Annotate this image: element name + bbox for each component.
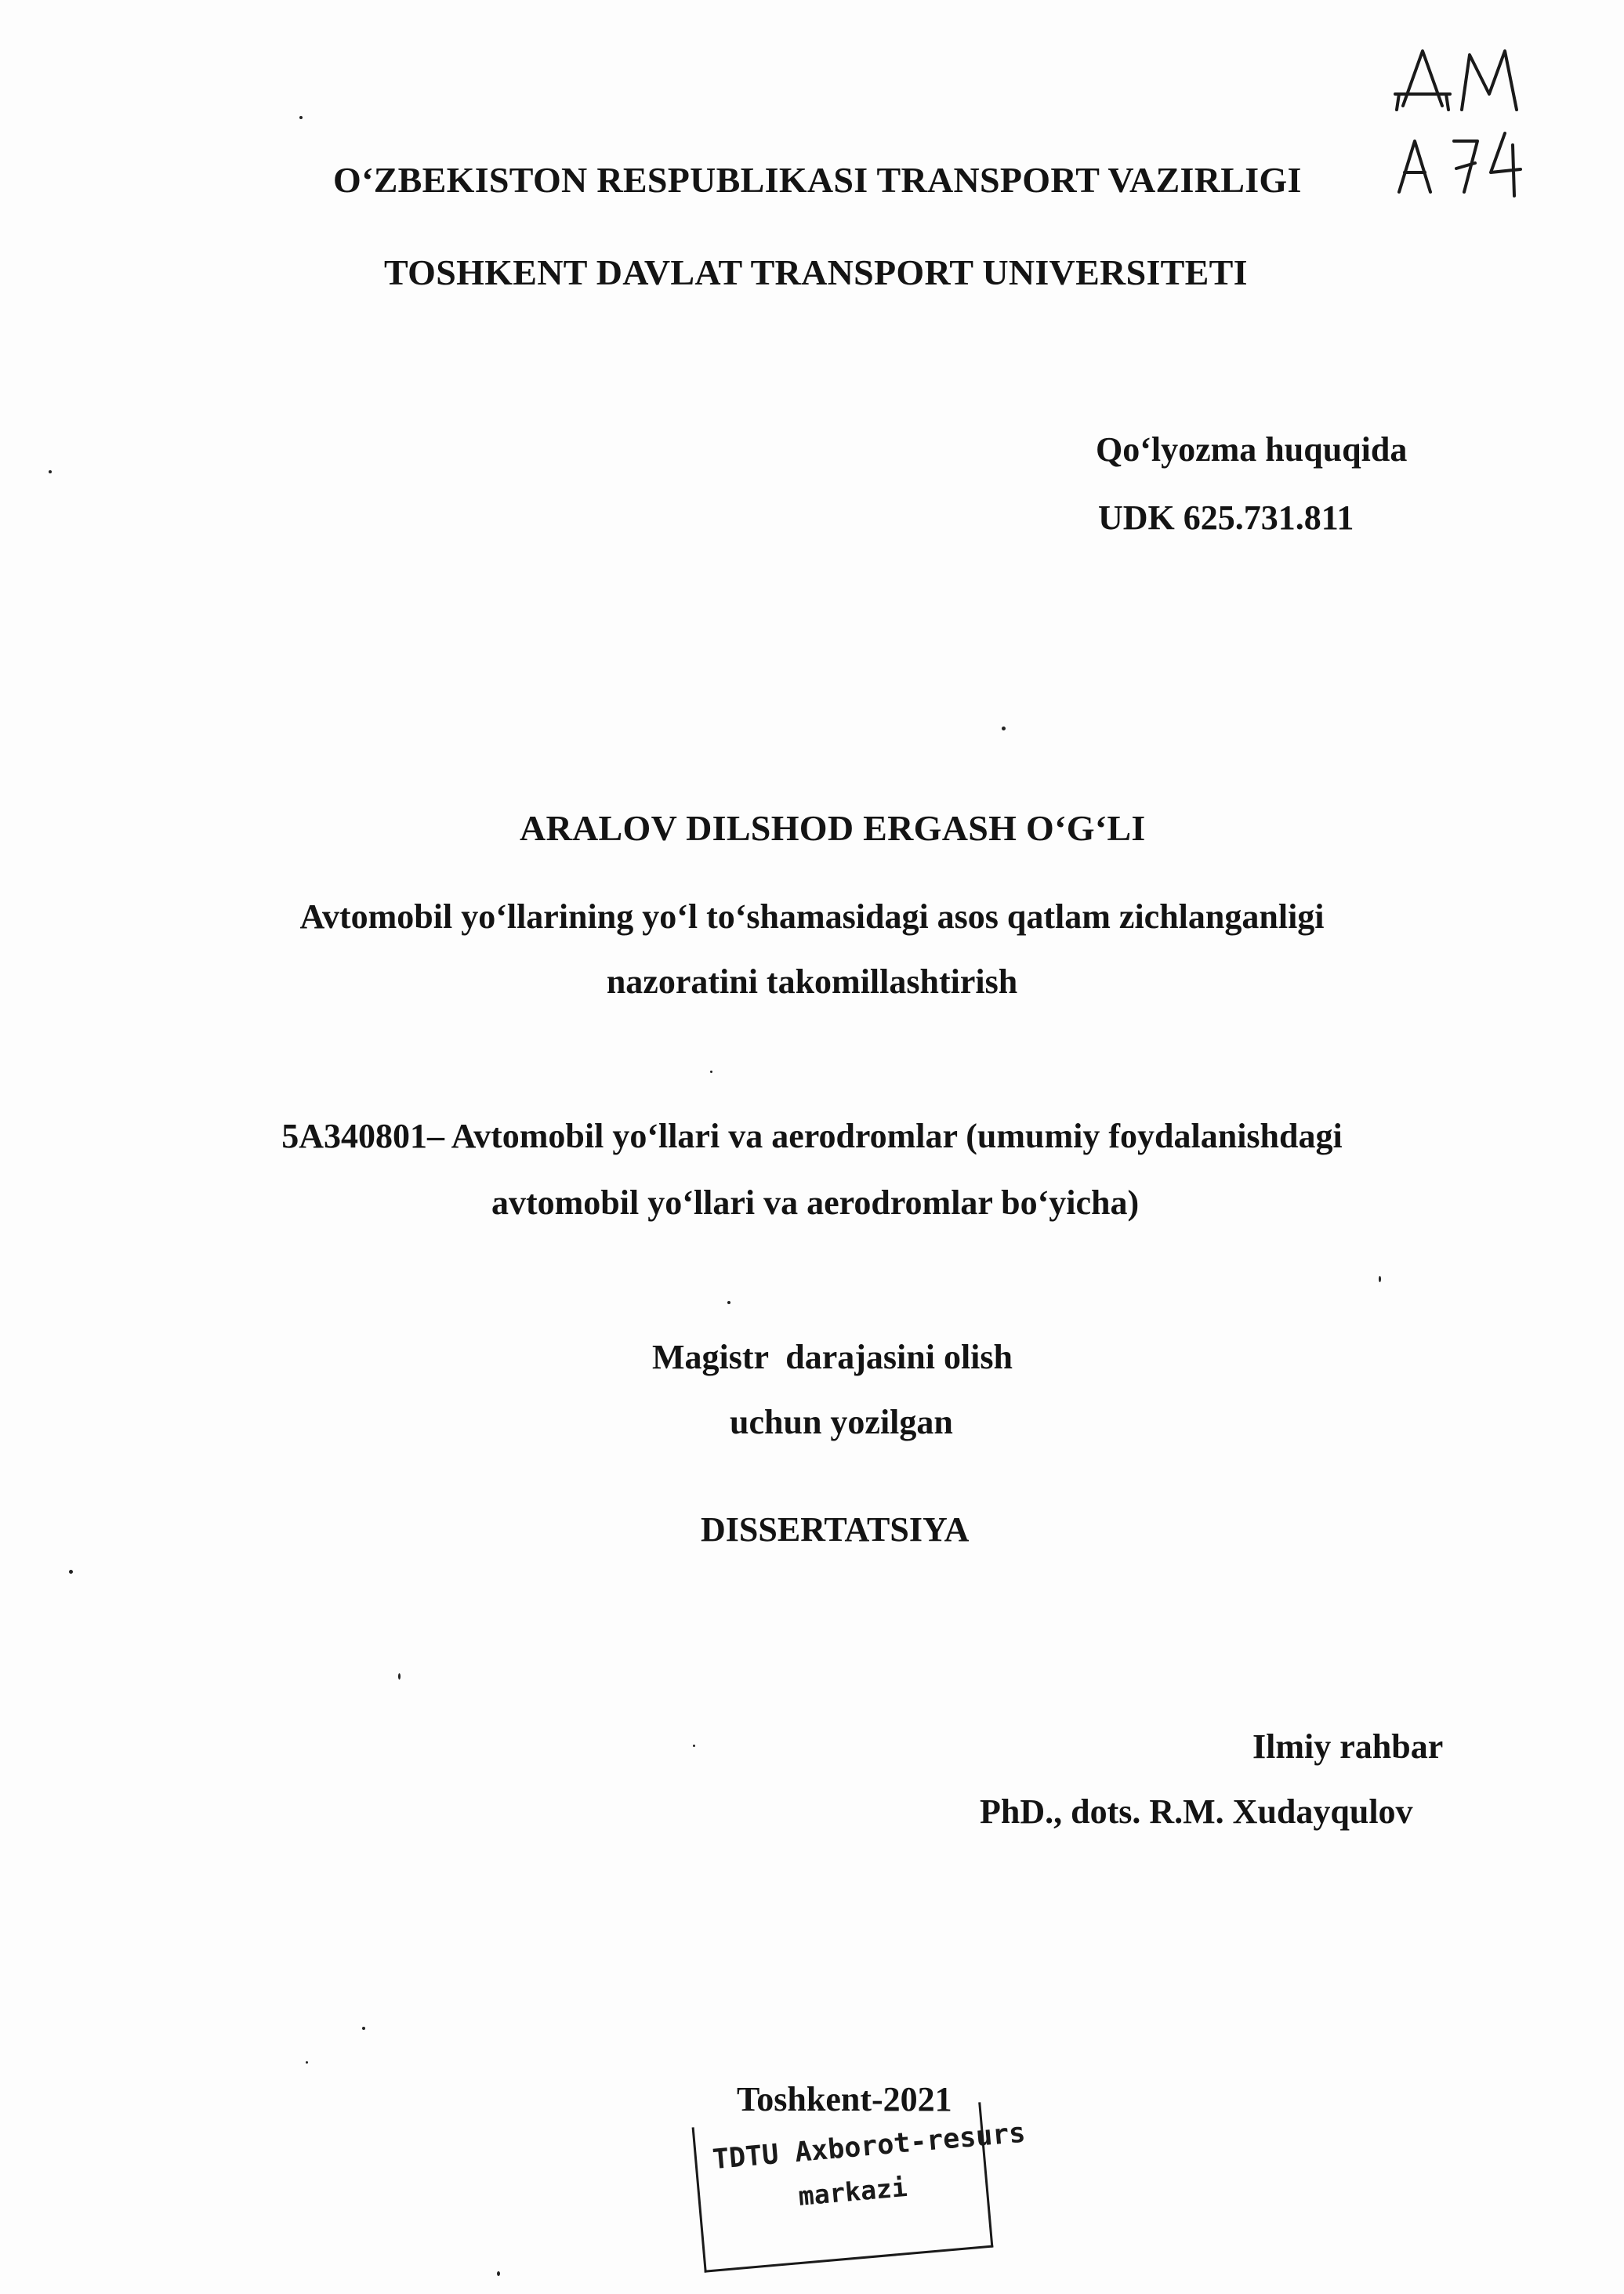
scan-speck [69, 1570, 73, 1574]
supervisor-label: Ilmiy rahbar [1252, 1727, 1444, 1766]
document-type: DISSERTATSIYA [701, 1510, 970, 1549]
handwritten-letter-a [1399, 141, 1430, 192]
udk-code: UDK 625.731.811 [1098, 498, 1354, 537]
handwritten-digit-4 [1491, 133, 1521, 196]
handwritten-letter-m [1462, 51, 1517, 110]
scan-speck [398, 1673, 401, 1680]
thesis-title-line-2: nazoratini takomillashtirish [606, 962, 1018, 1001]
scan-speck [693, 1745, 695, 1747]
specialty-line-1: 5A340801– Avtomobil yo‘llari va aerodromlar (umumiy foydalanishdagi [281, 1117, 1343, 1155]
scan-speck [497, 2271, 500, 2276]
scan-speck [710, 1071, 712, 1073]
scan-speck [306, 2061, 308, 2064]
handwritten-archive-mark [1387, 31, 1544, 212]
degree-line-2: uchun yozilgan [730, 1403, 953, 1441]
scan-speck [1379, 1276, 1381, 1282]
degree-line-1: Magistr darajasini olish [652, 1338, 1013, 1376]
stamp-line-2: markazi [797, 2171, 909, 2212]
ministry-heading: O‘ZBEKISTON RESPUBLIKASI TRANSPORT VAZIRLIGI [333, 160, 1302, 200]
handwritten-digit-7 [1454, 141, 1477, 192]
supervisor-name: PhD., dots. R.M. Xudayqulov [980, 1792, 1413, 1831]
city-year: Toshkent-2021 [737, 2080, 952, 2118]
scan-speck [49, 470, 52, 473]
scan-speck [299, 116, 303, 119]
specialty-line-2: avtomobil yo‘llari va aerodromlar bo‘yicha) [491, 1183, 1140, 1222]
handwritten-letter-d [1403, 51, 1442, 106]
library-stamp [692, 2102, 1027, 2273]
scan-speck [727, 1301, 730, 1304]
author-name: ARALOV DILSHOD ERGASH O‘G‘LI [520, 808, 1146, 848]
university-heading: TOSHKENT DAVLAT TRANSPORT UNIVERSITETI [384, 252, 1248, 292]
scan-speck [362, 2027, 365, 2030]
manuscript-rights-label: Qo‘lyozma huquqida [1096, 430, 1408, 469]
thesis-title-line-1: Avtomobil yo‘llarining yo‘l to‘shamasidagi asos qatlam zichlanganligi [299, 897, 1325, 936]
scan-speck [1002, 727, 1006, 730]
stamp-line-1: TDTU Axborot-resurs [711, 2117, 1027, 2176]
